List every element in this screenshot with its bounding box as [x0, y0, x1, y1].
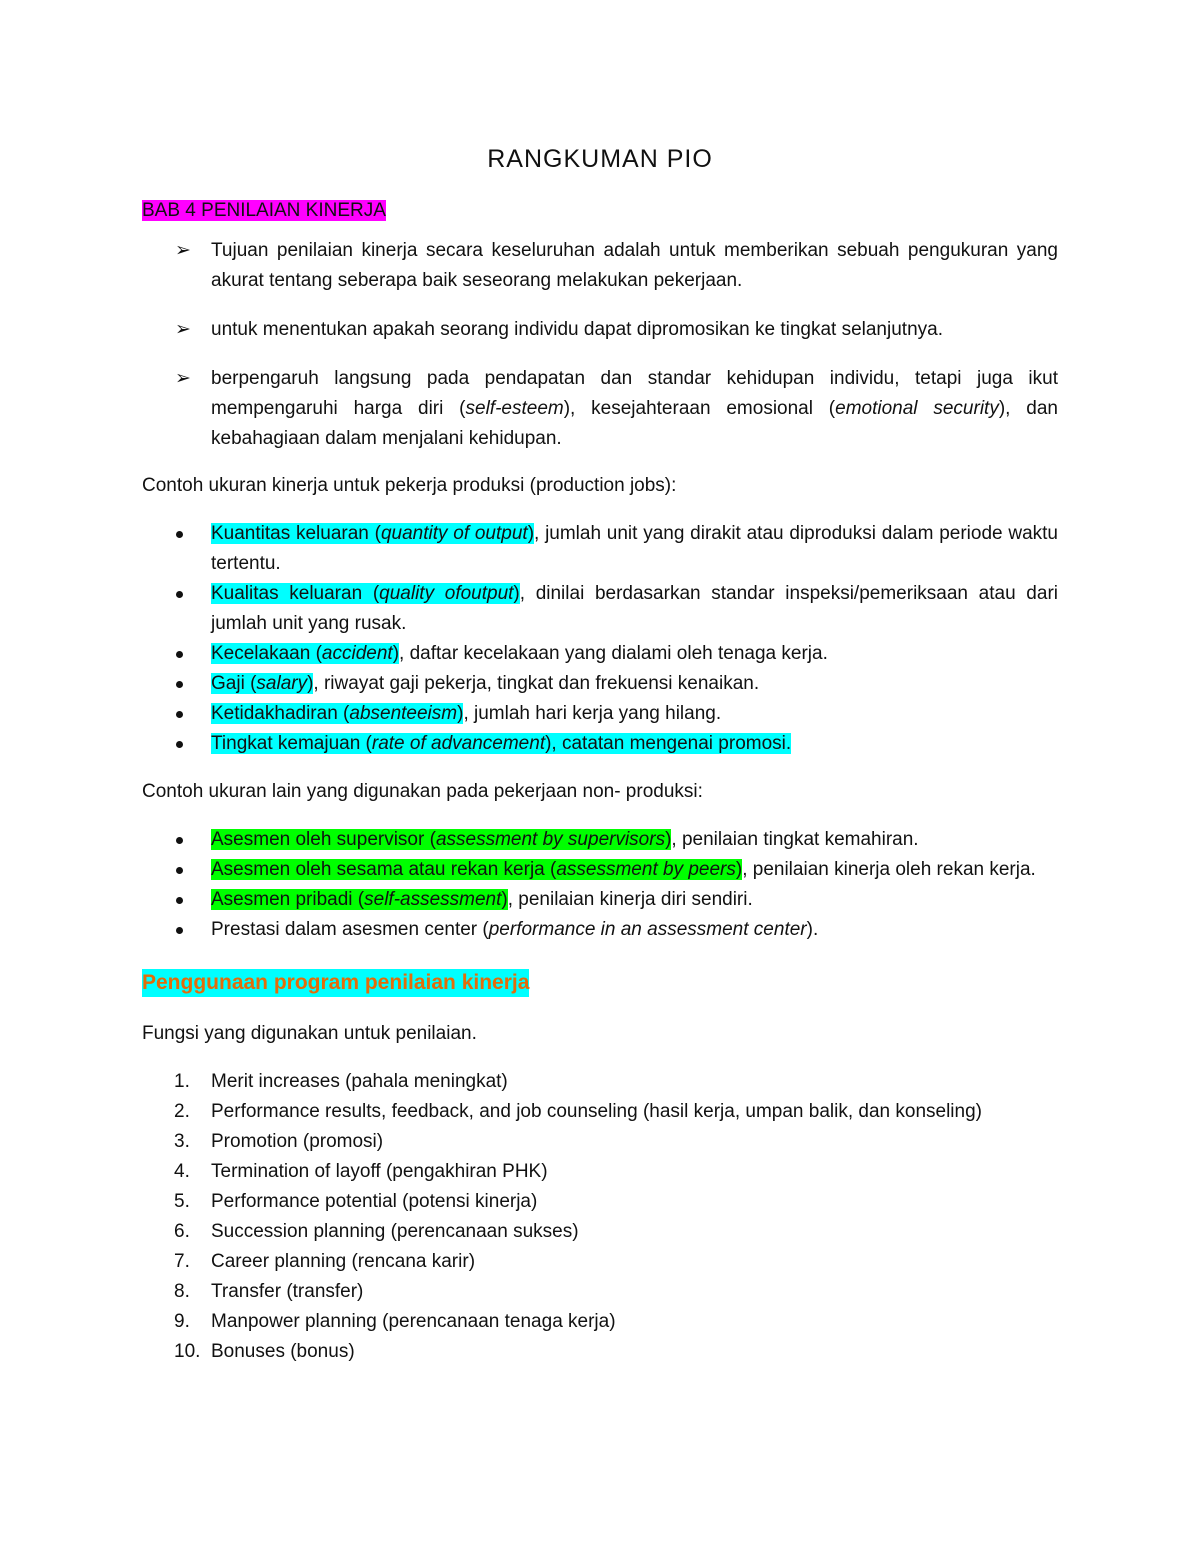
list-item: 1. Merit increases (pahala meningkat) [174, 1071, 508, 1092]
production-measures-list [142, 519, 1058, 759]
document-content [142, 142, 1058, 1367]
round-bullet-icon [176, 927, 183, 934]
round-bullet-icon [176, 591, 183, 598]
list-item: ➢ Tujuan penilaian kinerja secara keseluruhan adalah untuk memberikan sebuah pengukuran yang akurat tentang seberapa baik seseorang melakukan pekerjaan. [142, 236, 1058, 296]
list-item: 9. Manpower planning (perencanaan tenaga kerja) [174, 1311, 616, 1332]
list-item: ➢ berpengaruh langsung pada pendapatan dan standar kehidupan individu, tetapi juga ikut mempengaruhi harga diri (self-esteem), kesejahteraan emosional (emotional security), dan kebahagiaan dalam menjalani kehidupan. [142, 364, 1058, 454]
list-item: ➢ untuk menentukan apakah seorang individu dapat dipromosikan ke tingkat selanjutnya. [142, 315, 1058, 345]
round-bullet-icon [176, 837, 183, 844]
round-bullet-icon [176, 741, 183, 748]
nonproduction-measures-list [142, 825, 1058, 945]
arrowhead-bullet-icon: ➢ [175, 368, 191, 389]
list-item: 6. Succession planning (perencanaan sukses) [174, 1221, 579, 1242]
usage-heading-wrapper [142, 963, 1058, 1019]
list-item: Kuantitas keluaran (quantity of output), jumlah unit yang dirakit atau diproduksi dalam periode waktu tertentu. [142, 519, 1058, 579]
list-item: Kecelakaan (accident), daftar kecelakaan yang dialami oleh tenaga kerja. [142, 639, 1058, 669]
list-item: Prestasi dalam asesmen center (performance in an assessment center). [142, 915, 1058, 945]
round-bullet-icon [176, 867, 183, 874]
chapter-heading [142, 196, 1058, 226]
chapter-heading-text: BAB 4 PENILAIAN KINERJA [142, 200, 386, 221]
list-item: Ketidakhadiran (absenteeism), jumlah hari kerja yang hilang. [142, 699, 1058, 729]
round-bullet-icon [176, 681, 183, 688]
list-item: 5. Performance potential (potensi kinerja) [174, 1191, 538, 1212]
arrowhead-bullet-icon: ➢ [175, 319, 191, 340]
list-item: Tingkat kemajuan (rate of advancement), catatan mengenai promosi. [142, 729, 1058, 759]
page-title: RANGKUMAN PIO [487, 145, 713, 173]
list-item: Kualitas keluaran (quality ofoutput), dinilai berdasarkan standar inspeksi/pemeriksaan atau dari jumlah unit yang rusak. [142, 579, 1058, 639]
list-item: Asesmen oleh supervisor (assessment by supervisors), penilaian tingkat kemahiran. [142, 825, 1058, 855]
list-item: Asesmen oleh sesama atau rekan kerja (assessment by peers), penilaian kinerja oleh rekan kerja. [142, 855, 1058, 885]
round-bullet-icon [176, 651, 183, 658]
nonproduction-intro: Contoh ukuran lain yang digunakan pada pekerjaan non- produksi: [142, 781, 703, 802]
list-item: Asesmen pribadi (self-assessment), penilaian kinerja diri sendiri. [142, 885, 1058, 915]
usage-heading: Penggunaan program penilaian kinerja [142, 969, 529, 997]
list-item: 3. Promotion (promosi) [174, 1131, 384, 1152]
list-item: 10. Bonuses (bonus) [174, 1341, 355, 1362]
list-item: 2. Performance results, feedback, and job counseling (hasil kerja, umpan balik, dan konseling) [174, 1101, 982, 1122]
list-item: 7. Career planning (rencana karir) [174, 1251, 476, 1272]
arrowhead-bullet-icon: ➢ [175, 240, 191, 261]
appraisal-functions-list [142, 1067, 1058, 1367]
purpose-list [142, 236, 1058, 454]
list-item: Gaji (salary), riwayat gaji pekerja, tingkat dan frekuensi kenaikan. [142, 669, 1058, 699]
list-item: 8. Transfer (transfer) [174, 1281, 364, 1302]
production-intro: Contoh ukuran kinerja untuk pekerja produksi (production jobs): [142, 475, 677, 496]
round-bullet-icon [176, 711, 183, 718]
usage-intro: Fungsi yang digunakan untuk penilaian. [142, 1023, 477, 1044]
list-item: 4. Termination of layoff (pengakhiran PHK) [174, 1161, 548, 1182]
round-bullet-icon [176, 531, 183, 538]
round-bullet-icon [176, 897, 183, 904]
